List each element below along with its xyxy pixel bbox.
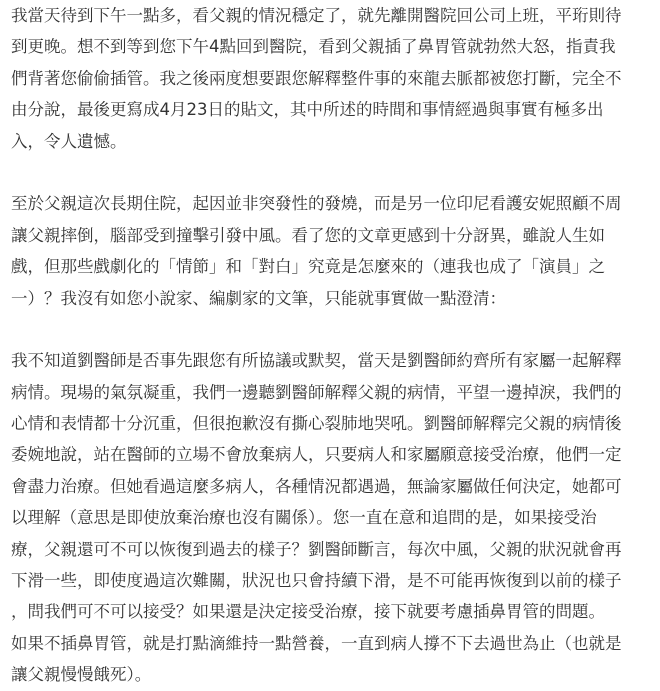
paragraph-2 [11, 188, 655, 314]
text-line: 療，父親還可不可以恢復到過去的樣子？劉醫師斷言，每次中風，父親的狀況就會再 [11, 539, 622, 559]
paragraph-3 [11, 345, 655, 690]
text-line: 由分說，最後更寫成4月23日的貼文，其中所述的時間和事情經過與事實有極多出 [11, 100, 604, 120]
text-line: 到更晚。想不到等到您下午4點回到醫院，看到父親插了鼻胃管就勃然大怒，指責我 [11, 37, 616, 57]
text-line: 下滑一些，即使度過這次難關，狀況也只會持續下滑，是不可能再恢復到以前的樣子 [11, 571, 622, 591]
text-line: 會盡力治療。但她看過這麼多病人，各種情況都遇過，無論家屬做任何決定，她都可 [11, 476, 622, 496]
text-line: 們背著您偷偷插管。我之後兩度想要跟您解釋整件事的來龍去脈都被您打斷，完全不 [11, 68, 622, 88]
text-line: 病情。現場的氣氛凝重，我們一邊聽劉醫師解釋父親的病情，平望一邊掉淚，我們的 [11, 382, 622, 402]
text-line: 讓父親摔倒，腦部受到撞擊引發中風。看了您的文章更感到十分訝異，雖說人生如 [11, 225, 605, 245]
text-line: 我不知道劉醫師是否事先跟您有所協議或默契，當天是劉醫師約齊所有家屬一起解釋 [11, 351, 622, 371]
text-line: 戲，但那些戲劇化的「情節」和「對白」究竟是怎麼來的（連我也成了「演員」之 [11, 257, 605, 277]
text-line: 以理解（意思是即使放棄治療也沒有關係）。您一直在意和追問的是，如果接受治 [11, 508, 597, 528]
paragraph-gap [11, 314, 655, 345]
text-line: 至於父親這次長期住院，起因並非突發性的發燒，而是另一位印尼看護安妮照顧不周 [11, 194, 622, 214]
text-line: ，問我們可不可以接受？如果還是決定接受治療，接下就要考慮插鼻胃管的問題。 [11, 602, 605, 622]
text-line: 如果不插鼻胃管，就是打點滴維持一點營養，一直到病人撐不下去過世為止（也就是 [11, 633, 622, 653]
text-line: 委婉地說，站在醫師的立場不會放棄病人，只要病人和家屬願意接受治療，他們一定 [11, 445, 622, 465]
article-body [11, 0, 655, 691]
paragraph-gap [11, 157, 655, 188]
text-line: 我當天待到下午一點多，看父親的情況穩定了，就先離開醫院回公司上班，平珩則待 [11, 6, 622, 25]
text-line: 一）？我沒有如您小說家、編劇家的文筆，只能就事實做一點澄清： [11, 288, 506, 308]
text-line: 入，令人遺憾。 [11, 131, 127, 151]
paragraph-1 [11, 0, 655, 157]
text-line: 讓父親慢慢餓死）。 [11, 665, 152, 685]
text-line: 心情和表情都十分沉重，但很抱歉沒有撕心裂肺地哭吼。劉醫師解釋完父親的病情後 [11, 414, 622, 434]
